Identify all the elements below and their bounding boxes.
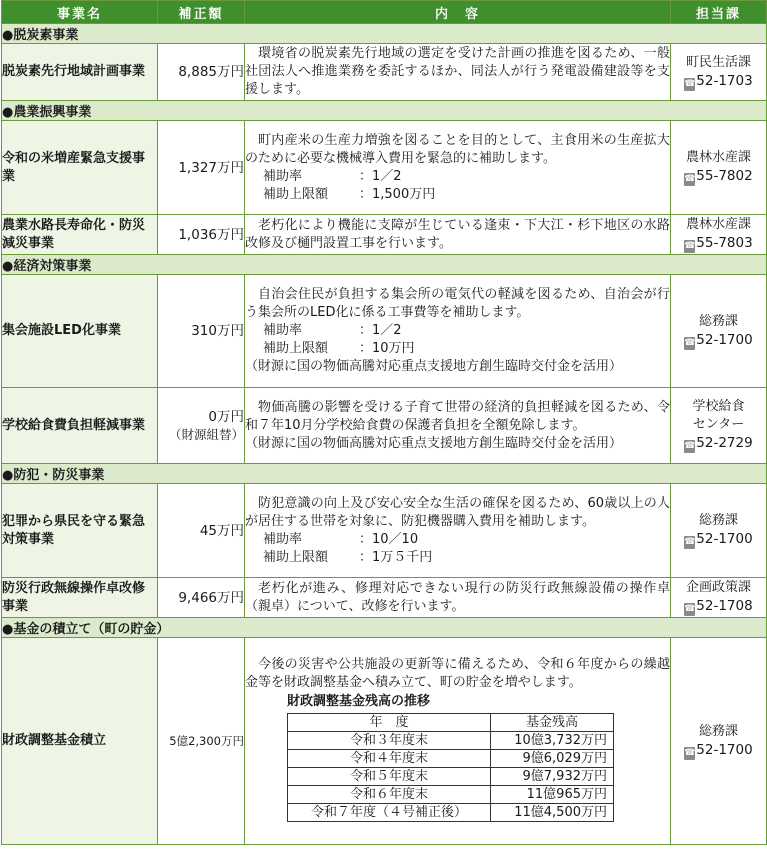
limit-value: ：1,500万円: [359, 186, 436, 202]
table-row: [2, 275, 767, 388]
section-fund: ●基金の積立て（町の貯金）: [2, 618, 767, 638]
phone-icon: ☎: [684, 174, 696, 184]
budget-table: [1, 0, 767, 845]
project-description: [245, 121, 671, 215]
project-name: 防災行政無線操作卓改修事業: [2, 578, 158, 618]
phone-number: 55-7802: [696, 168, 753, 184]
project-description: [245, 388, 671, 464]
dept-phone: [671, 331, 766, 350]
phone-icon: ☎: [684, 537, 696, 547]
rate-label: 補助率: [263, 168, 303, 184]
project-dept: [671, 44, 767, 101]
project-description: [245, 215, 671, 255]
section-economic: ●経済対策事業: [2, 255, 767, 275]
phone-icon: ☎: [684, 441, 696, 451]
subsidy-rate: [245, 168, 670, 186]
project-amount: 45万円: [158, 484, 245, 578]
rate-value: ：1／2: [359, 323, 402, 338]
fund-balance-table: [287, 713, 614, 822]
fund-value: 10億3,732万円: [491, 732, 614, 750]
description-text: 町内産米の生産力増強を図ることを目的として、主食用米の生産拡大のために必要な機械導入費用を緊急的に補助します。: [245, 132, 670, 166]
dept-name: 農林水産課: [685, 217, 751, 232]
rate-label: 補助率: [263, 323, 303, 338]
fund-row: [288, 786, 614, 804]
table-row: [2, 578, 767, 618]
fund-value: 9億6,029万円: [491, 750, 614, 768]
description-text: 老朽化により機能に支障が生じている逢束・下大江・杉下地区の水路改修及び樋門設置工事を行います。: [245, 217, 670, 251]
dept-phone: [671, 434, 766, 453]
phone-icon: ☎: [684, 78, 696, 89]
fund-year: 令和３年度末: [288, 732, 491, 750]
dept-name: 総務課: [698, 513, 738, 528]
fund-header-row: [288, 714, 614, 732]
dept-name: 企画政策課: [685, 580, 751, 595]
phone-number: 55-7803: [696, 235, 753, 251]
phone-icon: ☎: [684, 747, 696, 758]
subsidy-rate: [245, 531, 670, 549]
project-name: 農業水路長寿命化・防災減災事業: [2, 215, 158, 255]
dept-name: 町民生活課: [685, 54, 751, 70]
description-text: 自治会住民が負担する集会所の電気代の軽減を図るため、自治会が行う集会所のLED化に係る工事費等を補助します。: [245, 287, 670, 320]
section-decarbonization: ●脱炭素事業: [2, 24, 767, 44]
project-dept: [671, 215, 767, 255]
phone-number: 52-1700: [696, 531, 753, 547]
phone-icon: ☎: [684, 337, 696, 348]
project-dept: [671, 484, 767, 578]
header-dept: 担当課: [671, 1, 767, 24]
fund-header-value: 基金残高: [491, 714, 614, 732]
project-description: [245, 578, 671, 618]
project-dept: [671, 578, 767, 618]
amount-note: （財源組替）: [168, 426, 244, 442]
funding-note: （財源に国の物価高騰対応重点支援地方創生臨時交付金を活用）: [245, 359, 623, 374]
project-name: 脱炭素先行地域計画事業: [2, 44, 158, 101]
phone-number: 52-1703: [696, 72, 753, 89]
header-amount: 補正額: [158, 1, 245, 24]
dept-phone: [671, 741, 766, 760]
project-dept: [671, 275, 767, 388]
fund-year: 令和４年度末: [288, 750, 491, 768]
section-row: [2, 618, 767, 638]
description-text: 物価高騰の影響を受ける子育て世帯の経済的負担軽減を図るため、令和７年10月分学校給食費の保護者負担を全額免除します。: [245, 399, 670, 433]
dept-phone: [671, 234, 766, 253]
table-row: [2, 215, 767, 255]
dept-name-line2: センター: [692, 417, 745, 432]
header-content: 内 容: [245, 1, 671, 24]
limit-label: 補助上限額: [263, 341, 329, 356]
project-amount: 9,466万円: [158, 578, 245, 618]
table-row: [2, 388, 767, 464]
project-description: [245, 275, 671, 388]
rate-value: ：1／2: [359, 168, 402, 184]
header-name: 事業名: [2, 1, 158, 24]
rate-label: 補助率: [263, 531, 303, 547]
phone-icon: ☎: [684, 241, 696, 251]
dept-phone: [671, 530, 766, 549]
fund-year: 令和５年度末: [288, 768, 491, 786]
limit-label: 補助上限額: [263, 549, 329, 565]
phone-number: 52-1708: [696, 598, 753, 614]
fund-year: 令和６年度末: [288, 786, 491, 804]
section-row: [2, 464, 767, 484]
fund-header-year: 年 度: [288, 714, 491, 732]
amount-value: 0万円: [208, 408, 244, 425]
project-name: 集会施設LED化事業: [2, 275, 158, 388]
section-row: [2, 255, 767, 275]
project-amount: 1,036万円: [158, 215, 245, 255]
dept-name: 総務課: [698, 723, 738, 739]
fund-table-title: 財政調整基金残高の推移: [287, 694, 431, 709]
project-amount: [158, 388, 245, 464]
dept-phone: [671, 167, 766, 186]
subsidy-limit: [245, 340, 670, 358]
dept-name: 総務課: [698, 313, 738, 329]
limit-value: ：1万５千円: [359, 549, 433, 565]
project-description: [245, 44, 671, 101]
fund-value: 9億7,932万円: [491, 768, 614, 786]
dept-phone: [671, 597, 766, 616]
phone-number: 52-1700: [696, 741, 753, 758]
description-text: 環境省の脱炭素先行地域の選定を受けた計画の推進を図るため、一般社団法人へ推進業務を委託するほか、同法人が行う発電設備建設等を支援します。: [245, 46, 670, 97]
fund-row: [288, 750, 614, 768]
table-row: [2, 638, 767, 845]
dept-name: 農林水産課: [685, 150, 751, 165]
subsidy-limit: [245, 186, 670, 204]
project-name: 学校給食費負担軽減事業: [2, 388, 158, 464]
fund-row: [288, 732, 614, 750]
dept-name-line1: 学校給食: [692, 399, 745, 414]
project-description: [245, 638, 671, 845]
section-row: [2, 24, 767, 44]
phone-icon: ☎: [684, 604, 696, 614]
fund-value: 11億4,500万円: [491, 804, 614, 822]
fund-row: [288, 804, 614, 822]
funding-note: （財源に国の物価高騰対応重点支援地方創生臨時交付金を活用）: [245, 435, 623, 451]
fund-value: 11億965万円: [491, 786, 614, 804]
amount-value: 5億2,300万円: [169, 734, 244, 748]
dept-phone: [671, 72, 766, 91]
project-name: 犯罪から県民を守る緊急対策事業: [2, 484, 158, 578]
description-text: 防犯意識の向上及び安心安全な生活の確保を図るため、60歳以上の人が居住する世帯を対象に、防犯機器購入費用を補助します。: [245, 495, 670, 529]
description-text: 今後の災害や公共施設の更新等に備えるため、令和６年度からの繰越金等を財政調整基金へ積み立て、町の貯金を増やします。: [245, 657, 670, 690]
section-row: [2, 101, 767, 121]
section-crime-disaster: ●防犯・防災事業: [2, 464, 767, 484]
project-description: [245, 484, 671, 578]
section-agriculture: ●農業振興事業: [2, 101, 767, 121]
project-dept: [671, 121, 767, 215]
table-row: [2, 44, 767, 101]
limit-value: ：10万円: [359, 341, 415, 356]
project-dept: [671, 638, 767, 845]
project-amount: 310万円: [158, 275, 245, 388]
header-row: [2, 1, 767, 24]
rate-value: ：10／10: [359, 531, 419, 547]
fund-row: [288, 768, 614, 786]
description-text: 老朽化が進み、修理対応できない現行の防災行政無線設備の操作卓（親卓）について、改修を行います。: [245, 580, 670, 614]
project-amount: 8,885万円: [158, 44, 245, 101]
limit-label: 補助上限額: [263, 186, 329, 202]
subsidy-limit: [245, 549, 670, 567]
table-row: [2, 484, 767, 578]
project-name: 財政調整基金積立: [2, 638, 158, 845]
project-amount: [158, 638, 245, 845]
fund-year: 令和７年度（４号補正後）: [288, 804, 491, 822]
subsidy-rate: [245, 322, 670, 340]
phone-number: 52-2729: [696, 435, 753, 451]
project-dept: [671, 388, 767, 464]
table-row: [2, 121, 767, 215]
project-name: 令和の米増産緊急支援事業: [2, 121, 158, 215]
project-amount: 1,327万円: [158, 121, 245, 215]
phone-number: 52-1700: [696, 331, 753, 348]
